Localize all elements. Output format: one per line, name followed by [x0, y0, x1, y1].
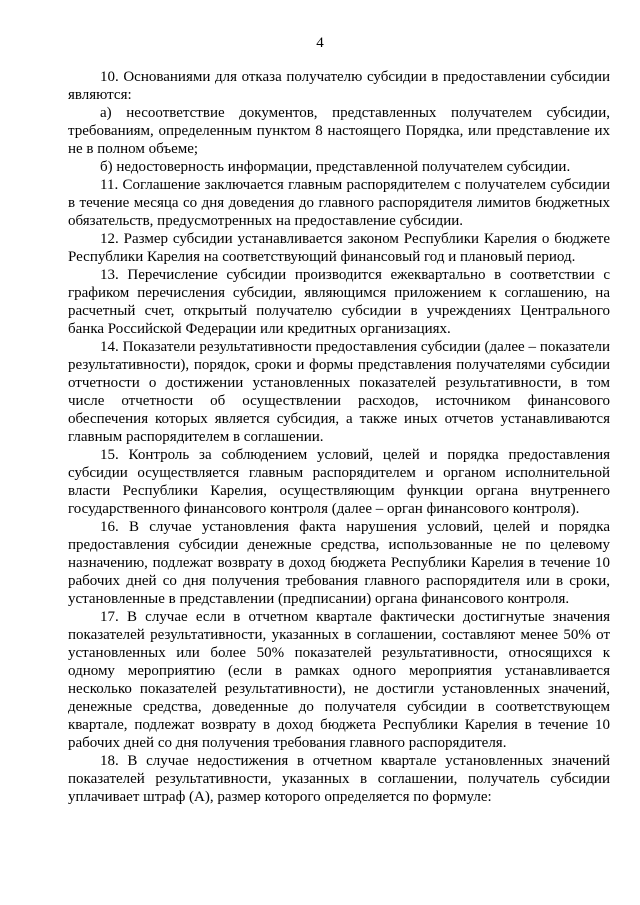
paragraph-10a: а) несоответствие документов, представленных получателем субсидии, требованиям, определенным пунктом 8 настоящего Порядка, или представление их не в полном объеме;	[68, 105, 610, 157]
paragraph-18: 18. В случае недостижения в отчетном квартале установленных значений показателей результативности, указанных в соглашении, получатель субсидии уплачивает штраф (А), размер которого определяется по формуле:	[68, 753, 610, 805]
paragraph-15: 15. Контроль за соблюдением условий, целей и порядка предоставления субсидии осуществляется главным распорядителем и органом исполнительной власти Республики Карелия, осуществляющим функции органа внутреннего государственного финансового контроля (далее – орган финансового контроля).	[68, 447, 610, 517]
paragraph-16: 16. В случае установления факта нарушения условий, целей и порядка предоставления субсидии денежные средства, использованные не по целевому назначению, подлежат возврату в доход бюджета Республики Карелия в течение 10 рабочих дней со дня получения требования главного распорядителя или в сроки, установленные в представлении (предписании) органа финансового контроля.	[68, 519, 610, 607]
paragraph-13: 13. Перечисление субсидии производится ежеквартально в соответствии с графиком перечисления субсидии, являющимся приложением к соглашению, на расчетный счет, открытый получателю субсидии в учреждениях Центрального банка Российской Федерации или кредитных организациях.	[68, 267, 610, 337]
paragraph-17: 17. В случае если в отчетном квартале фактически достигнутые значения показателей результативности, указанных в соглашении, составляют менее 50% от установленных или более 50% показателей результативности, относящихся к одному мероприятию (если в рамках одного мероприятия устанавливается несколько показателей результативности), не достигли установленных значений, денежные средства, доведенные до получателя субсидии в соответствующем квартале, подлежат возврату в доход бюджета Республики Карелия в течение 10 рабочих дней со дня получения требования главного распорядителя.	[68, 609, 610, 751]
paragraph-12: 12. Размер субсидии устанавливается законом Республики Карелия о бюджете Республики Карелия на соответствующий финансовый год и плановый период.	[68, 231, 610, 265]
paragraph-10: 10. Основаниями для отказа получателю субсидии в предоставлении субсидии являются:	[68, 69, 610, 103]
document-body	[68, 68, 610, 806]
paragraph-11: 11. Соглашение заключается главным распорядителем с получателем субсидии в течение месяца со дня доведения до главного распорядителя лимитов бюджетных обязательств, предусмотренных на предоставление субсидии.	[68, 177, 610, 229]
page-number: 4	[316, 35, 324, 51]
paragraph-10b: б) недостоверность информации, представленной получателем субсидии.	[100, 159, 571, 175]
paragraph-14: 14. Показатели результативности предоставления субсидии (далее – показатели результативности), порядок, сроки и формы представления получателями субсидии отчетности о достижении установленных показателей результативности, в том числе отчетности об осуществлении расходов, источником финансового обеспечения которых является субсидия, а также иных отчетов устанавливаются главным распорядителем в соглашении.	[68, 339, 610, 445]
